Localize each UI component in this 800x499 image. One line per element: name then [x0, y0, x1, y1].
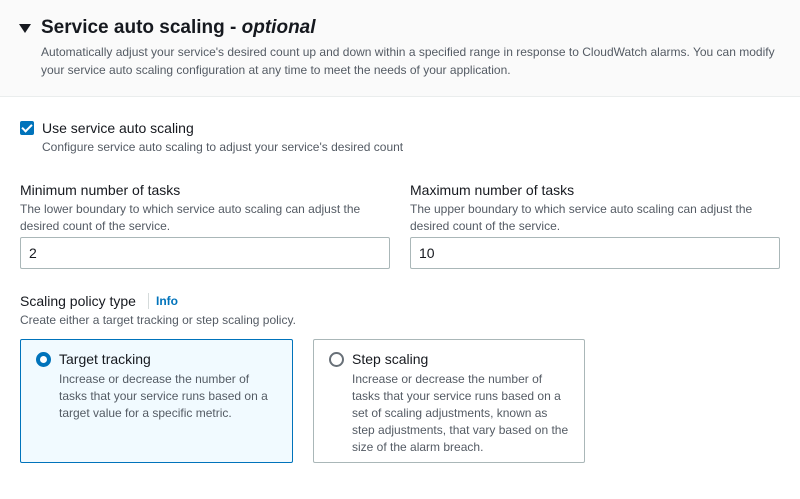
tile-description: Increase or decrease the number of tasks that your service runs based on a target value for a specific metric. [59, 372, 268, 420]
max-tasks-label: Maximum number of tasks [410, 182, 575, 198]
use-auto-scaling-label[interactable]: Use service auto scaling [42, 120, 194, 136]
scaling-policy-label: Scaling policy type [20, 293, 136, 309]
scaling-policy-description: Create either a target tracking or step scaling policy. [20, 313, 296, 327]
use-auto-scaling-description: Configure service auto scaling to adjust your service's desired count [42, 140, 404, 154]
section-title-text: Service auto scaling - [41, 17, 242, 38]
max-tasks-input[interactable] [410, 237, 780, 269]
min-tasks-input[interactable] [20, 237, 390, 269]
radio-step-scaling[interactable] [329, 352, 344, 367]
section-title[interactable] [41, 17, 316, 39]
info-divider [148, 293, 149, 309]
tile-target-tracking[interactable] [20, 339, 293, 463]
section-header [0, 0, 800, 97]
use-auto-scaling-checkbox[interactable] [20, 121, 34, 135]
min-tasks-description: The lower boundary to which service auto scaling can adjust the desired count of the service. [20, 202, 361, 233]
tile-title: Step scaling [352, 351, 429, 367]
info-link[interactable]: Info [156, 294, 178, 308]
min-tasks-label: Minimum number of tasks [20, 182, 181, 198]
section-description: Automatically adjust your service's desired count up and down within a specified range in response to CloudWatch alarms. You can modify your service auto scaling configuration at any time to meet the needs of your application. [41, 45, 775, 77]
tile-title: Target tracking [59, 351, 151, 367]
max-tasks-description: The upper boundary to which service auto scaling can adjust the desired count of the service. [410, 202, 753, 233]
caret-down-icon[interactable] [19, 24, 31, 33]
section-title-optional: optional [241, 17, 316, 38]
tile-description: Increase or decrease the number of tasks that your service runs based on a set of scaling adjustments, known as step adjustments, that vary based on the size of the alarm breach. [352, 372, 569, 454]
radio-target-tracking[interactable] [36, 352, 51, 367]
tile-step-scaling[interactable] [313, 339, 585, 463]
